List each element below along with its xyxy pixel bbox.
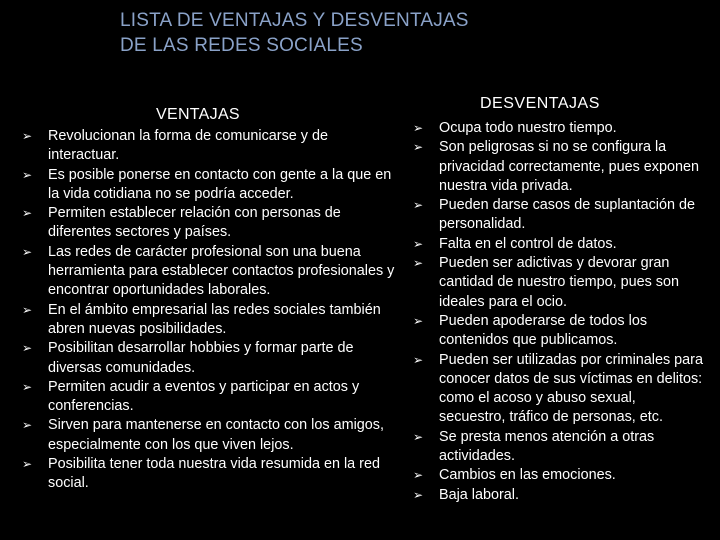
arrowhead-bullet-icon: ➢ — [22, 129, 33, 143]
arrowhead-bullet-icon: ➢ — [413, 121, 424, 135]
ventajas-item-label: Sirven para mantenerse en contacto con los amigos, especialmente con los que viven lejos. — [48, 417, 384, 453]
ventajas-item — [20, 243, 400, 301]
arrowhead-bullet-icon: ➢ — [413, 468, 424, 483]
desventajas-item-label: Falta en el control de datos. — [439, 235, 617, 252]
ventajas-item-label: Permiten acudir a eventos y participar en actos y conferencias. — [48, 378, 360, 415]
ventajas-item-label: Las redes de carácter profesional son una buena herramienta para establecer contactos profesionales y encontrar oportunidades laborales. — [48, 243, 395, 299]
ventajas-item — [20, 339, 400, 378]
ventajas-item — [20, 455, 400, 494]
desventajas-heading: DESVENTAJAS — [480, 95, 600, 112]
desventajas-item — [411, 312, 703, 351]
arrowhead-bullet-icon: ➢ — [413, 487, 424, 502]
arrowhead-bullet-icon: ➢ — [22, 302, 33, 317]
arrowhead-bullet-icon: ➢ — [413, 429, 424, 444]
slide-title-line-1: LISTA DE VENTAJAS Y DESVENTAJAS — [120, 10, 469, 31]
arrowhead-bullet-icon: ➢ — [413, 256, 424, 271]
arrowhead-bullet-icon: ➢ — [22, 206, 33, 221]
arrowhead-bullet-icon: ➢ — [413, 236, 424, 251]
ventajas-list — [20, 127, 400, 494]
desventajas-item — [411, 466, 703, 485]
ventajas-item-label: Posibilitan desarrollar hobbies y formar parte de diversas comunidades. — [48, 340, 354, 376]
slide-title — [120, 8, 680, 58]
desventajas-item — [411, 138, 703, 196]
desventajas-item — [411, 119, 703, 138]
arrowhead-bullet-icon: ➢ — [413, 352, 424, 367]
desventajas-item-label: Se presta menos atención a otras actividades. — [439, 428, 655, 465]
ventajas-item-label: Es posible ponerse en contacto con gente a la que en la vida cotidiana no se podría acceder. — [48, 166, 392, 202]
ventajas-item — [20, 166, 400, 205]
desventajas-list — [411, 119, 703, 505]
ventajas-heading: VENTAJAS — [156, 106, 240, 123]
ventajas-item — [20, 127, 400, 166]
desventajas-item-label: Ocupa todo nuestro tiempo. — [439, 120, 617, 136]
ventajas-item — [20, 378, 400, 417]
desventajas-item — [411, 428, 703, 467]
desventajas-item-label: Baja laboral. — [439, 486, 519, 503]
slide-title-line-2: DE LAS REDES SOCIALES — [120, 35, 363, 56]
ventajas-item-label: En el ámbito empresarial las redes sociales también abren nuevas posibilidades. — [48, 301, 381, 337]
arrowhead-bullet-icon: ➢ — [22, 379, 33, 394]
desventajas-item — [411, 486, 703, 505]
desventajas-item-label: Pueden darse casos de suplantación de personalidad. — [439, 197, 696, 233]
desventajas-item-label: Pueden apoderarse de todos los contenidos que publicamos. — [439, 312, 648, 349]
ventajas-item-label: Permiten establecer relación con personas de diferentes sectores y países. — [48, 205, 341, 241]
desventajas-item — [411, 235, 703, 254]
desventajas-item — [411, 196, 703, 235]
arrowhead-bullet-icon: ➢ — [22, 341, 33, 356]
ventajas-item — [20, 301, 400, 340]
desventajas-item — [411, 254, 703, 312]
arrowhead-bullet-icon: ➢ — [22, 167, 33, 182]
arrowhead-bullet-icon: ➢ — [22, 244, 33, 259]
ventajas-item — [20, 416, 400, 455]
ventajas-item-label: Posibilita tener toda nuestra vida resumida en la red social. — [48, 456, 380, 492]
desventajas-item-label: Son peligrosas si no se configura la privacidad correctamente, pues exponen nuestra vida privada. — [439, 139, 699, 194]
arrowhead-bullet-icon: ➢ — [413, 198, 424, 213]
desventajas-item-label: Pueden ser utilizadas por criminales para conocer datos de sus víctimas en delitos: como el acoso y abuso sexual, secuestro, tráfico de personas, etc. — [439, 351, 703, 426]
arrowhead-bullet-icon: ➢ — [413, 313, 424, 328]
arrowhead-bullet-icon: ➢ — [22, 418, 33, 433]
desventajas-item-label: Cambios en las emociones. — [439, 467, 616, 484]
arrowhead-bullet-icon: ➢ — [22, 457, 33, 472]
arrowhead-bullet-icon: ➢ — [413, 140, 424, 155]
ventajas-item-label: Revolucionan la forma de comunicarse y de interactuar. — [48, 128, 328, 164]
desventajas-item-label: Pueden ser adictivas y devorar gran cantidad de nuestro tiempo, pues son ideales para el ocio. — [439, 255, 680, 310]
ventajas-item — [20, 204, 400, 243]
desventajas-item — [411, 351, 703, 428]
